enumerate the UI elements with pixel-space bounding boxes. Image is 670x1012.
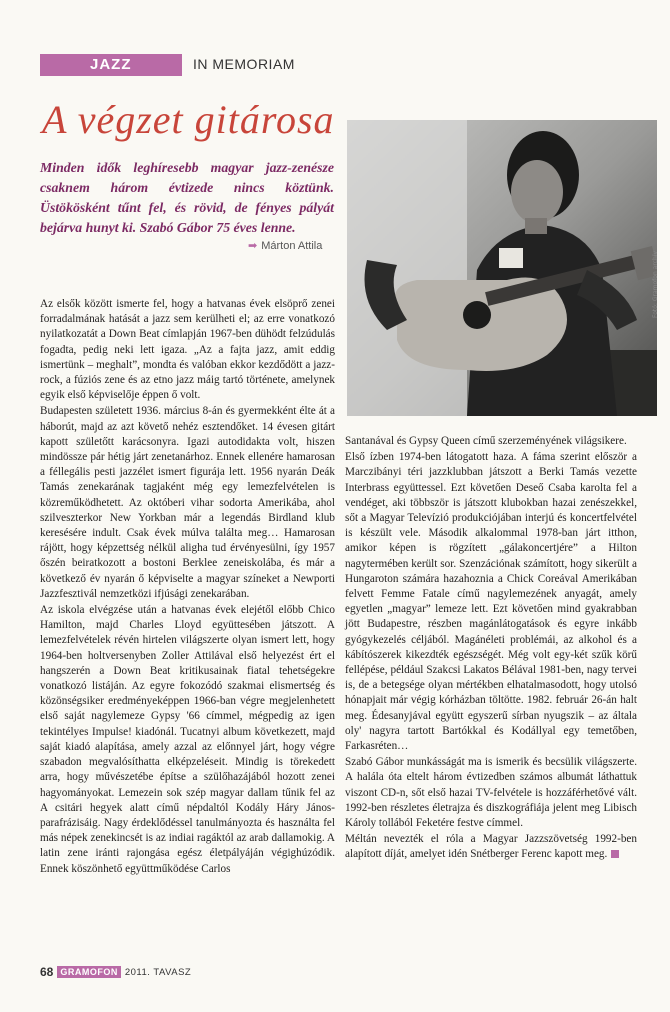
paragraph: Az iskola elvégzése után a hatvanas évek elejétől előbb Chico Hamilton, majd Charles Lloyd együttesében játszott. A lemezfelvételek révén hirtelen világszerte olyan ismert lett, hogy 1964-ben holtversenyben Zoller Attilával első helyezést ért el hangszerén a Down Beat kritikusainak fiatal tehetségekre vonatkozó listáján. Az egyre fokozódó szakmai elismertség és közönségsiker eredményeképpen 1966-ban végre megjelenhetett első saját nagylemeze Gypsy '66 címmel, mégpedig az igen tekintélyes Impulse! kiadónál. Tucatnyi album következett, majd saját kiadó alapítása, amely azzal az előnnyel járt, hogy végre szabadon megvalósíthatta elképzeléseit. Mindig is törekedett arra, hogy művészetébe építse a szülőhazájából hozott zenei hagyományokat. Lemezein sok szép magyar dallam tűnik fel az A csitári hegyek alatt című népdaltól Kodály Háry János-parafrázisáig. Nagy érdeklődéssel tanulmányozta és használta fel más népek zenekincsét is az indiai ragáktól az arab dallamokig. A latin zene iránti rajongása egész életpályáján végighúzódik. Ennek köszönhető együttműködése Carlos bbox=[40, 604, 335, 875]
guitarist-photo bbox=[347, 120, 657, 416]
paragraph: Budapesten született 1936. március 8-án és gyermekként élte át a háborút, majd az azt követő nehéz esztendőket. 14 évesen gitárt kapott születőtt karácsonyra. Igazi autodidakta volt, hiszen mindössze pár hétig járt zenetanárhoz. Ennek ellenére hamarosan a féllegális pesti jazzélet ismert figurája lett. 1956 nyarán Deák Tamás zenekarának tagjaként még egy lemezfelvételen is közreműködhetett. Az októberi vihar sodorta Amerikába, ahol szilveszterkor New Yorkban már a legendás Birdland klub keresésére indult. Csak évek múlva találta meg… Hamarosan rájött, hogy képzettség nélkül aligha tud érvényesülni, így 1957 őszén beiratkozott a bostoni Berklee zeneiskolába, és már a következő év nyarán ő képviselte a magyar színeket a Newporti Jazzfesztivál nemzetközi ifjúsági zenekarában. bbox=[40, 405, 335, 600]
section-tag-label: JAZZ bbox=[90, 56, 132, 73]
section-tag bbox=[40, 54, 182, 76]
page-footer bbox=[40, 965, 191, 979]
issue-label: 2011. TAVASZ bbox=[124, 966, 192, 978]
paragraph-text: Méltán nevezték el róla a Magyar Jazzszövetség 1992-ben alapított díját, amelyet idén Snétberger Ferenc kapott meg. bbox=[345, 833, 637, 861]
paragraph: Az elsők között ismerte fel, hogy a hatvanas évek elsöprő zenei forradalmának hatását a jazz sem kerülheti el; az erre vonatkozó nyilatkozatát a Down Beat címlapján 1967-ben dühödt felzúdulás fogadta, pedig neki lett igaza. „Az a fajta jazz, amit eddig ismertünk – meghalt”, mondta és valóban ekkor kezdődött a jazz-rock, a fúziós zene és az etno jazz máig tartó története, amelynek egyik első képviselője éppen ő volt. bbox=[40, 298, 335, 402]
article-title: A végzet gitárosa bbox=[42, 97, 335, 142]
paragraph: Első ízben 1974-ben látogatott haza. A fáma szerint először a Marczibányi téri jazzklubban játszott a Berki Tamás vezette Interbrass együttessel. Ezt követően Deseő Csaba karolta fel a vendéget, aki többször is játszott klubokban hazai zenészekkel, sőt a Magyar Televízió produkciójában interjú és koncertfelvétel is készült vele. Második alkalommal 1978-ban járt itthon, amikor képen is rögzített „gálakoncertjére” a Hilton nagytermében került sor. Szenzációnak számított, hogy sikerült a Hungaroton számára hazahoznia a Chick Coreával Amerikában felvett Femme Fatale című nagylemezének anyagát, amely egyetlen „magyar” lemeze lett. Ezt követően mind gyakrabban jött Budapestre, részben magánlátogatások és egyre inkább gyógykezelés céljából. Magánéleti problémái, az alkohol és a kábítószerek kikezdték egészségét. Még volt egy-két szűk körű fellépése, például Szakcsi Lakatos Bélával 1981-ben, nagy tervei is, de a betegsége olyan mértékben elhatalmasodott, hogy utolsó hónapjait már végig kórházban töltötte. 1982. február 26-án halt meg. Édesanyjával együtt egyszerű sírban nyugszik – az általa oly' nagyra tartott Bartókkal és Kodállyal egy temetőben, Farkasréten… bbox=[345, 451, 637, 753]
magazine-brand: GRAMOFON bbox=[57, 966, 121, 978]
article-lead: Minden idők leghíresebb magyar jazz-zenésze csaknem három évtizede nincs köztünk. Üstökösként tűnt fel, és rövid, de fényes pályát bejárva hunyt ki. Szabó Gábor 75 éves lenne. bbox=[40, 160, 334, 235]
photo-credit: Fotó: Gramofon archív bbox=[652, 251, 659, 318]
section-label: IN MEMORIAM bbox=[193, 56, 295, 72]
paragraph: Santanával és Gypsy Queen című szerzeményének világsikere. bbox=[345, 435, 627, 447]
author-line bbox=[248, 239, 322, 252]
author-name: Márton Attila bbox=[261, 240, 323, 252]
paragraph: Szabó Gábor munkásságát ma is ismerik és becsülik világszerte. A halála óta eltelt három évtizedben számos albumát láthattuk viszont CD-n, sőt első hazai TV-felvétele is hozzáférhetővé vált. 1992-ben részletes életrajza és diszkográfiája jelent meg Libisch Károly tollából Feketére festve címmel. bbox=[345, 756, 637, 830]
end-mark-icon bbox=[611, 850, 619, 858]
article-column-left bbox=[40, 297, 335, 878]
article-column-right bbox=[345, 434, 637, 864]
arrow-icon: ➡ bbox=[248, 240, 258, 252]
article-photo bbox=[347, 120, 657, 416]
page-number: 68 bbox=[40, 965, 54, 979]
paragraph-last bbox=[345, 832, 637, 862]
